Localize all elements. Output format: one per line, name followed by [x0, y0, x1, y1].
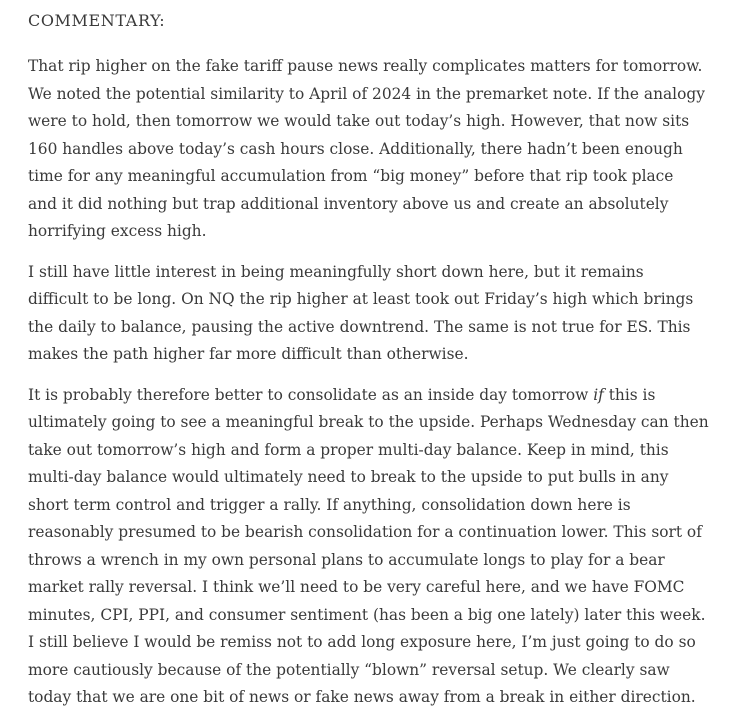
- text-line: 160 handles above today’s cash hours close. Additionally, there hadn’t been enough: [28, 139, 683, 158]
- text-line: makes the path higher far more difficult than otherwise.: [28, 345, 469, 363]
- text-segment: It is probably therefore better to consolidate as an inside day tomorrow: [28, 385, 594, 404]
- text-line: today that we are one bit of news or fake news away from a break in either direction.: [28, 688, 696, 706]
- text-line: multi-day balance would ultimately need to break to the upside to put bulls in any: [28, 468, 669, 486]
- emphasis-text: if: [593, 385, 604, 404]
- text-line: throws a wrench in my own personal plans to accumulate longs to play for a bear: [28, 550, 665, 569]
- commentary-document: [28, 0, 728, 712]
- paragraph-1: [28, 53, 728, 246]
- text-segment: this is: [603, 385, 656, 404]
- text-line: were to hold, then tomorrow we would take out today’s high. However, that now sits: [28, 112, 690, 130]
- text-line: reasonably presumed to be bearish consolidation for a continuation lower. This sort of: [28, 523, 702, 541]
- text-line: We noted the potential similarity to April of 2024 in the premarket note. If the analogy: [28, 84, 705, 103]
- text-line: and it did nothing but trap additional inventory above us and create an absolutely: [28, 194, 669, 213]
- text-line: take out tomorrow’s high and form a proper multi-day balance. Keep in mind, this: [28, 440, 669, 459]
- text-line: That rip higher on the fake tariff pause news really complicates matters for tomorrow.: [28, 57, 703, 75]
- paragraph-3: [28, 382, 728, 712]
- text-line: horrifying excess high.: [28, 222, 207, 240]
- text-line: short term control and trigger a rally. If anything, consolidation down here is: [28, 495, 631, 514]
- text-line: ultimately going to see a meaningful break to the upside. Perhaps Wednesday can then: [28, 413, 709, 431]
- text-line-first: [28, 382, 728, 410]
- text-line: the daily to balance, pausing the active downtrend. The same is not true for ES. This: [28, 317, 691, 336]
- paragraph-2: [28, 259, 728, 369]
- section-heading: COMMENTARY:: [28, 11, 166, 30]
- text-line: market rally reversal. I think we’ll need to be very careful here, and we have FOMC: [28, 578, 685, 596]
- text-line: I still believe I would be remiss not to add long exposure here, I’m just going to do so: [28, 633, 696, 651]
- text-line: minutes, CPI, PPI, and consumer sentiment (has been a big one lately) later this week.: [28, 605, 706, 624]
- text-line: I still have little interest in being meaningfully short down here, but it remains: [28, 262, 644, 281]
- text-line: difficult to be long. On NQ the rip higher at least took out Friday’s high which brings: [28, 290, 694, 308]
- text-line: more cautiously because of the potentially “blown” reversal setup. We clearly saw: [28, 660, 670, 679]
- text-line: time for any meaningful accumulation from “big money” before that rip took place: [28, 167, 674, 185]
